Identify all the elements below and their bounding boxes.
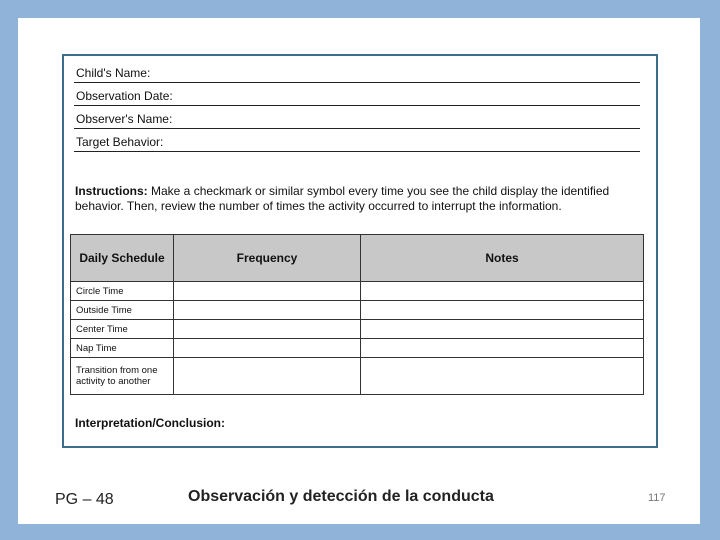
observers-name-field: Observer's Name: xyxy=(74,106,640,129)
footer-code: PG – 48 xyxy=(55,491,114,508)
instructions: Instructions: Make a checkmark or similar symbol every time you see the child display the identified behavior. Then, review the number of times the activity occurred to interrupt the information. xyxy=(75,184,610,213)
observation-form xyxy=(62,54,658,448)
row-label: Nap Time xyxy=(71,339,174,358)
header-notes: Notes xyxy=(361,235,644,282)
behavior-table xyxy=(70,234,644,395)
header-daily-schedule: Daily Schedule xyxy=(71,235,174,282)
table-row xyxy=(71,320,644,339)
frequency-cell xyxy=(174,358,361,395)
notes-cell xyxy=(361,301,644,320)
target-behavior-field: Target Behavior: xyxy=(74,129,640,152)
frequency-cell xyxy=(174,320,361,339)
row-label: Outside Time xyxy=(71,301,174,320)
notes-cell xyxy=(361,320,644,339)
observation-date-field: Observation Date: xyxy=(74,83,640,106)
row-label: Center Time xyxy=(71,320,174,339)
row-label: Circle Time xyxy=(71,282,174,301)
notes-cell xyxy=(361,282,644,301)
frequency-cell xyxy=(174,301,361,320)
table-row xyxy=(71,301,644,320)
notes-cell xyxy=(361,358,644,395)
page-number: 117 xyxy=(648,492,666,504)
table-row xyxy=(71,282,644,301)
childs-name-field: Child's Name: xyxy=(74,60,640,83)
interpretation-label: Interpretation/Conclusion: xyxy=(75,416,225,430)
table-row xyxy=(71,358,644,395)
notes-cell xyxy=(361,339,644,358)
table-row xyxy=(71,339,644,358)
frequency-cell xyxy=(174,339,361,358)
row-label: Transition from one activity to another xyxy=(71,358,174,395)
footer-title: Observación y detección de la conducta xyxy=(188,488,494,505)
frequency-cell xyxy=(174,282,361,301)
header-frequency: Frequency xyxy=(174,235,361,282)
